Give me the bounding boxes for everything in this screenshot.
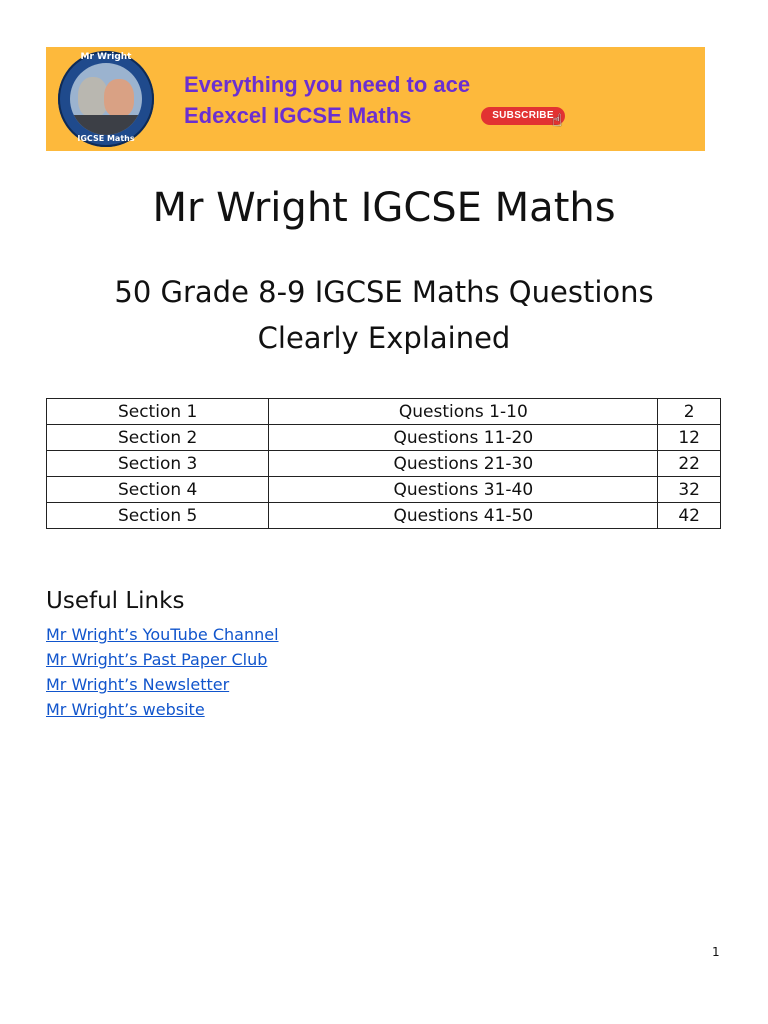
subtitle-line-2: Clearly Explained [257,321,511,355]
table-row [47,425,721,451]
tagline-line-1: Everything you need to ace [184,72,471,97]
list-item [46,647,279,672]
subscribe-button[interactable]: SUBSCRIBE [481,107,565,125]
table-row [47,451,721,477]
section-cell: Section 1 [47,399,269,425]
section-cell: Section 5 [47,503,269,529]
section-cell: Section 4 [47,477,269,503]
past-paper-club-link[interactable]: Mr Wright’s Past Paper Club [46,650,268,669]
table-row [47,399,721,425]
youtube-channel-link[interactable]: Mr Wright’s YouTube Channel [46,625,279,644]
header-banner [46,47,705,151]
banner-tagline [184,69,470,131]
page-cell: 2 [658,399,721,425]
person-face-icon [104,79,134,117]
sections-table [46,398,721,529]
website-link[interactable]: Mr Wright’s website [46,700,205,719]
logo-photo [70,63,142,135]
questions-cell: Questions 21-30 [269,451,658,477]
list-item [46,622,279,647]
logo-shirt [70,115,142,135]
page-subtitle [0,269,768,361]
logo-top-text: Mr Wright [80,52,132,62]
questions-cell: Questions 1-10 [269,399,658,425]
section-cell: Section 3 [47,451,269,477]
page-number: 1 [712,945,720,959]
list-item [46,697,279,722]
tagline-line-2: Edexcel IGCSE Maths [184,103,412,128]
table-row [47,477,721,503]
questions-cell: Questions 11-20 [269,425,658,451]
useful-links-list [46,622,279,722]
subtitle-line-1: 50 Grade 8-9 IGCSE Maths Questions [114,275,654,309]
useful-links-heading: Useful Links [46,588,185,614]
page-cell: 22 [658,451,721,477]
logo-bottom-text: IGCSE Maths [77,134,135,143]
questions-cell: Questions 41-50 [269,503,658,529]
page-cell: 12 [658,425,721,451]
questions-cell: Questions 31-40 [269,477,658,503]
section-cell: Section 2 [47,425,269,451]
pointing-hand-icon: ☝ [552,111,563,131]
page-cell: 42 [658,503,721,529]
channel-logo[interactable] [58,51,154,147]
page-title: Mr Wright IGCSE Maths [152,185,616,231]
list-item [46,672,279,697]
page-cell: 32 [658,477,721,503]
newsletter-link[interactable]: Mr Wright’s Newsletter [46,675,230,694]
table-row [47,503,721,529]
